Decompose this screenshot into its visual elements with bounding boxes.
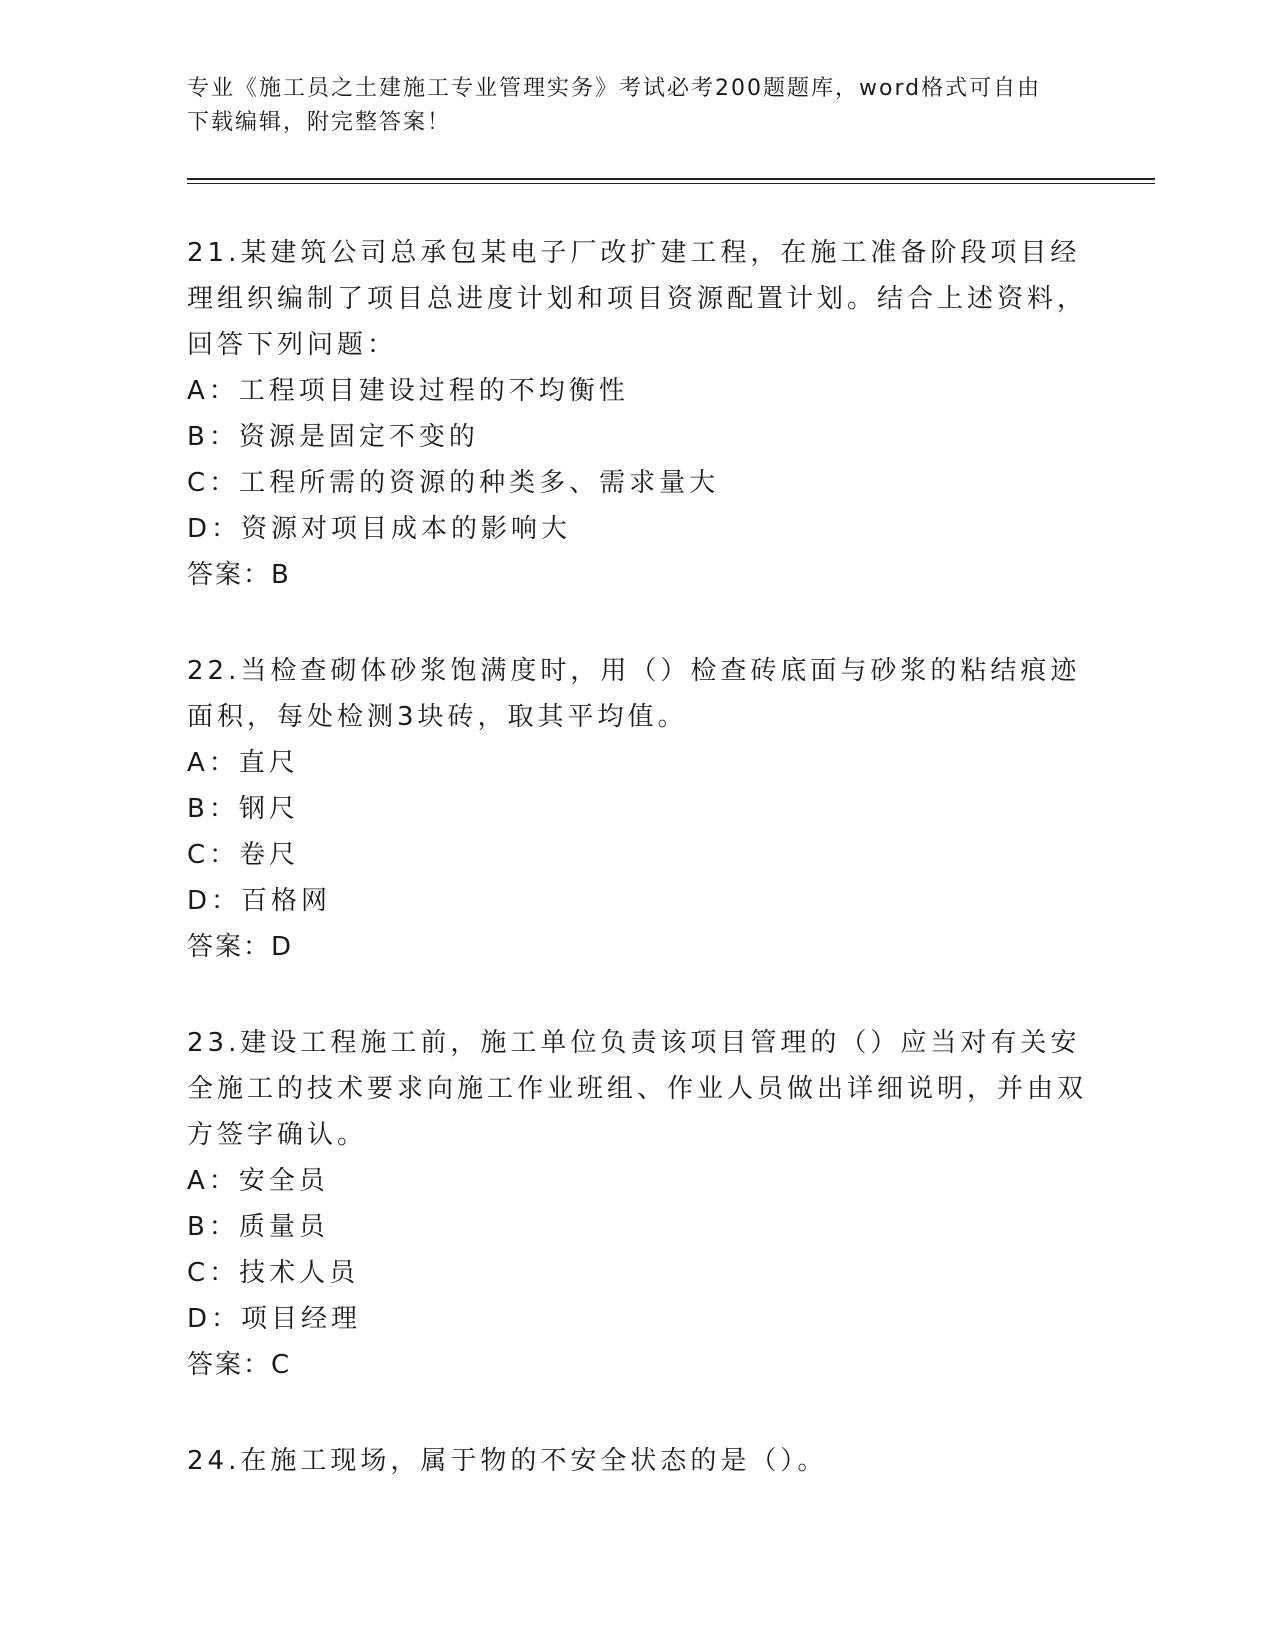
answer: 答案：C: [187, 1350, 292, 1380]
question-stem: 24.在施工现场，属于物的不安全状态的是（）。: [187, 1446, 828, 1476]
document-header: [187, 72, 1087, 140]
question-21: [187, 230, 1087, 598]
option-d: D：百格网: [187, 886, 332, 916]
header-divider-thin: [187, 183, 1155, 184]
option-b: B：资源是固定不变的: [187, 422, 479, 452]
question-stem: 22.当检查砌体砂浆饱满度时，用（）检查砖底面与砂浆的粘结痕迹面积，每处检测3块砖，取其平均值。: [187, 656, 1081, 732]
answer: 答案：D: [187, 932, 294, 962]
option-b: B：质量员: [187, 1212, 329, 1242]
question-stem: 21.某建筑公司总承包某电子厂改扩建工程，在施工准备阶段项目经理组织编制了项目总进度计划和项目资源配置计划。结合上述资料，回答下列问题：: [187, 238, 1088, 360]
option-a: A：直尺: [187, 748, 299, 778]
option-c: C：工程所需的资源的种类多、需求量大: [187, 468, 720, 498]
question-list: [187, 230, 1087, 1534]
header-divider-thick: [187, 178, 1155, 180]
option-a: A：安全员: [187, 1166, 329, 1196]
option-d: D：项目经理: [187, 1304, 362, 1334]
question-23: [187, 1020, 1087, 1388]
option-c: C：卷尺: [187, 840, 300, 870]
option-a: A：工程项目建设过程的不均衡性: [187, 376, 629, 406]
header-line-2: 下载编辑，附完整答案！: [187, 110, 452, 135]
question-22: [187, 648, 1087, 970]
option-b: B：钢尺: [187, 794, 299, 824]
question-stem: 23.建设工程施工前，施工单位负责该项目管理的（）应当对有关安全施工的技术要求向施工作业班组、作业人员做出详细说明，并由双方签字确认。: [187, 1028, 1088, 1150]
question-24: [187, 1438, 1087, 1484]
option-c: C：技术人员: [187, 1258, 360, 1288]
option-d: D：资源对项目成本的影响大: [187, 514, 572, 544]
header-line-1: 专业《施工员之土建施工专业管理实务》考试必考200题题库，word格式可自由: [187, 76, 1042, 101]
answer: 答案：B: [187, 560, 291, 590]
